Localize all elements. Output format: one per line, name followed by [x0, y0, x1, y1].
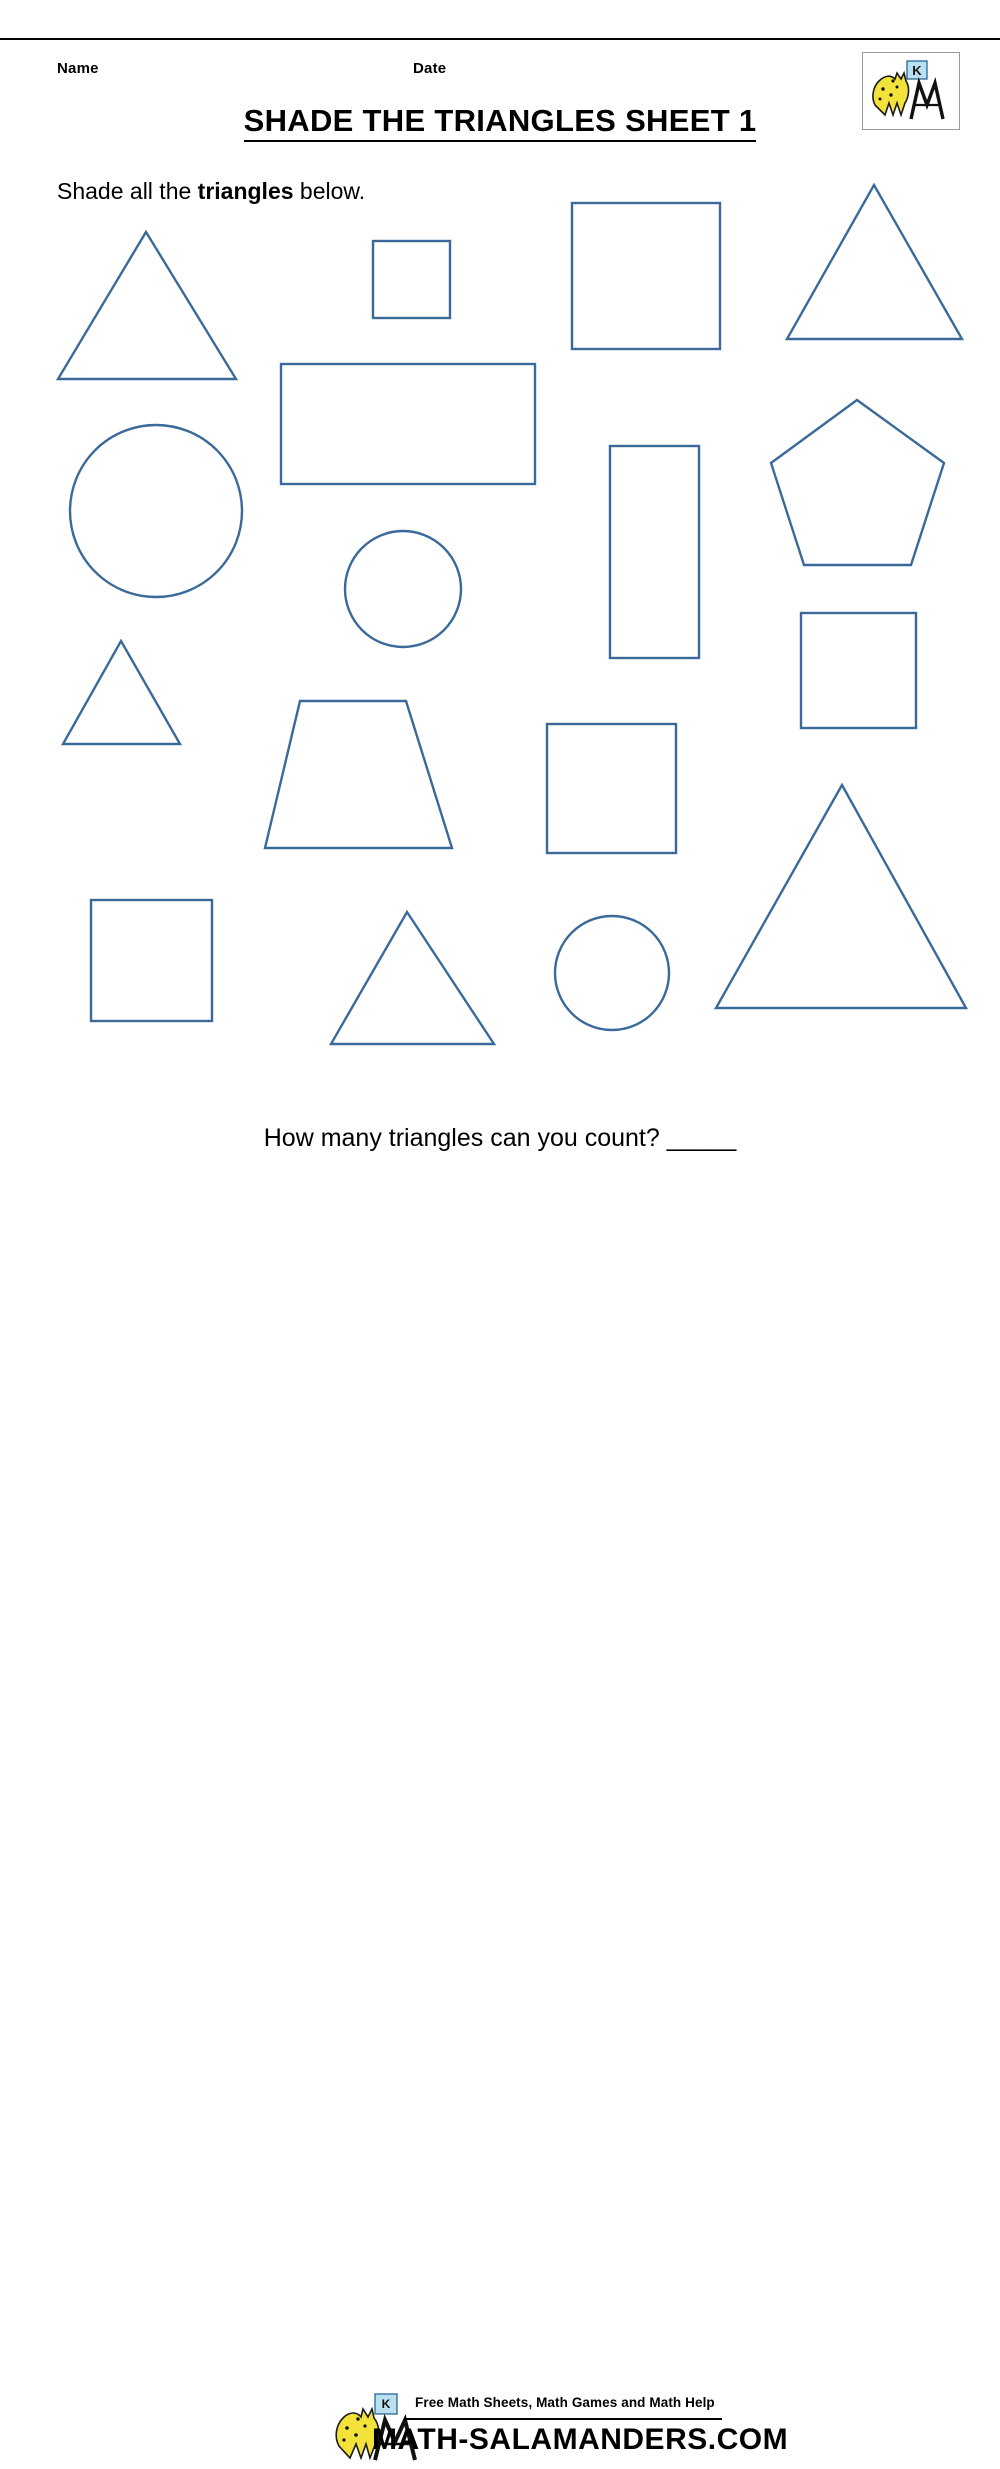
shape-rectangle-1: [281, 364, 535, 484]
name-label: Name: [57, 60, 99, 77]
instruction-bold: triangles: [197, 178, 294, 204]
shape-circle-2: [345, 531, 461, 647]
shape-triangle-3: [63, 641, 180, 744]
shape-triangle-2: [787, 185, 962, 339]
shape-triangle-4: [716, 785, 966, 1008]
shape-square-3: [801, 613, 916, 728]
date-label: Date: [413, 60, 447, 77]
shape-square-2: [572, 203, 720, 349]
instruction-before: Shade all the: [57, 178, 198, 204]
shape-circle-3: [555, 916, 669, 1030]
footer-brand: MATH-SALAMANDERS.COM: [372, 2423, 789, 2456]
footer-tagline: Free Math Sheets, Math Games and Math Help: [415, 2395, 715, 2410]
shape-rectangle-2: [610, 446, 699, 658]
svg-text:K: K: [912, 63, 922, 78]
shape-square-1: [373, 241, 450, 318]
footer-divider: [404, 2418, 722, 2420]
shape-pentagon-1: [771, 400, 944, 565]
count-question: How many triangles can you count? _____: [263, 1124, 737, 1152]
page-footer: [0, 1196, 1000, 2456]
shape-triangle-1: [58, 232, 236, 379]
shape-triangle-5: [331, 912, 494, 1044]
shape-trapezoid-1: [265, 701, 452, 848]
shape-square-4: [547, 724, 676, 853]
shape-circle-1: [70, 425, 242, 597]
shape-square-5: [91, 900, 212, 1021]
svg-text:K: K: [381, 2397, 391, 2411]
page-title-text: SHADE THE TRIANGLES SHEET 1: [244, 103, 757, 142]
instruction-after: below.: [293, 178, 366, 204]
